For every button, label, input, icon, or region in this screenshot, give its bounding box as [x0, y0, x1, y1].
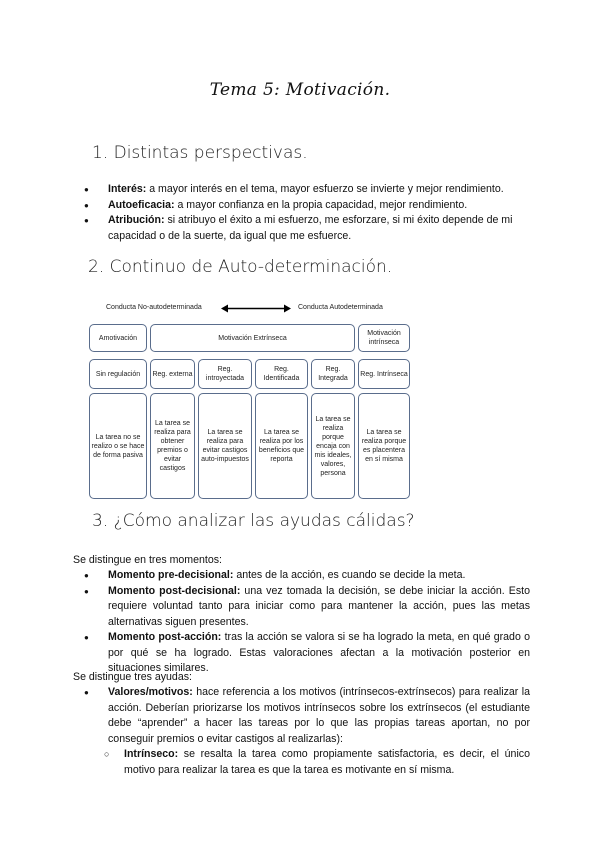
regulation-box: Reg. externa — [150, 359, 195, 389]
diagram-left-label: Conducta No-autodeterminada — [106, 304, 202, 311]
list-item — [82, 213, 532, 244]
regulation-box: Reg. introyectada — [198, 359, 252, 389]
list-item — [82, 568, 530, 584]
definition: se resalta la tarea como propiamente satisfactoria, es decir, el único motivo para realizar la tarea es que la tarea es motivante en sí misma. — [124, 748, 530, 776]
term: Momento post-acción: — [108, 631, 222, 643]
description-box: La tarea se realiza para evitar castigos auto-impuestos — [198, 393, 252, 499]
heading-continuo: 2. Continuo de Auto-determinación. — [88, 257, 393, 277]
list-item — [82, 685, 530, 747]
heading-ayudas: 3. ¿Cómo analizar las ayudas cálidas? — [92, 511, 415, 531]
page-title: Tema 5: Motivación. — [209, 80, 391, 100]
regulation-box: Sin regulación — [89, 359, 147, 389]
definition: una vez tomada la decisión, se debe iniciar la acción. Esto requiere voluntad tanto para iniciar como para mantener la acción, pues las metas alternativas siguen presentes. — [108, 584, 530, 628]
sublist-item — [102, 747, 530, 778]
regulation-box: Reg. Intrínseca — [358, 359, 410, 389]
regulation-box: Reg. Integrada — [311, 359, 355, 389]
term: Valores/motivos: — [108, 686, 193, 698]
list-item — [82, 182, 532, 198]
regulation-box: Reg. Identificada — [255, 359, 308, 389]
term: Momento post-decisional: — [108, 584, 241, 597]
definition: hace referencia a los motivos (intrínsecos-extrínsecos) para realizar la acción. Deberían priorizarse los motivos intrínsecos sobre los extrínsecos (el estudiante debe “aprender” a hacer las tareas por lo que las propias tareas aportan, no por conseguir premios o evitar castigos al realizarlas): — [108, 686, 530, 745]
term: Atribución: — [108, 214, 165, 226]
definition: a mayor confianza en la propia capacidad, mejor rendimiento. — [174, 198, 468, 211]
term: Autoeficacia: — [108, 198, 175, 211]
category-extrinseca: Motivación Extrínseca — [150, 324, 355, 352]
term: Momento pre-decisional: — [108, 569, 234, 581]
list-item — [82, 584, 530, 631]
double-arrow-icon — [221, 304, 291, 313]
definition: a mayor interés en el tema, mayor esfuerzo se invierte y mejor rendimiento. — [146, 183, 504, 195]
category-intrinseca: Motivación intrínseca — [358, 324, 410, 352]
definition: tras la acción se valora si se ha logrado la meta, en qué grado o por qué se ha logrado. Estas valoraciones afectan a la motivación posterior en situaciones similares. — [108, 631, 530, 674]
list-item — [82, 198, 532, 214]
description-box: La tarea se realiza para obtener premios o evitar castigos — [150, 393, 195, 499]
aids-list — [82, 685, 530, 747]
heading-perspectivas: 1. Distintas perspectivas. — [92, 143, 308, 163]
perspectives-list — [82, 182, 532, 244]
moments-intro: Se distingue en tres momentos: — [73, 554, 222, 566]
description-box: La tarea se realiza porque es placentera en sí misma — [358, 393, 410, 499]
category-amotivacion: Amotivación — [89, 324, 147, 352]
moments-list — [82, 568, 530, 677]
definition: si atribuyo el éxito a mi esfuerzo, me esforzare, si mi éxito depende de mi capacidad o de la suerte, da igual que me esfuerce. — [108, 214, 513, 242]
description-box: La tarea no se realizo o se hace de forma pasiva — [89, 393, 147, 499]
definition: antes de la acción, es cuando se decide la meta. — [233, 569, 466, 581]
description-box: La tarea se realiza por los beneficios que reporta — [255, 393, 308, 499]
self-determination-diagram — [88, 298, 411, 501]
term: Interés: — [108, 183, 147, 195]
term: Intrínseco: — [124, 748, 179, 760]
diagram-right-label: Conducta Autodeterminada — [298, 304, 383, 311]
aids-intro: Se distingue tres ayudas: — [73, 671, 192, 683]
aids-sublist — [82, 747, 530, 778]
description-box: La tarea se realiza porque encaja con mis ideales, valores, persona — [311, 393, 355, 499]
